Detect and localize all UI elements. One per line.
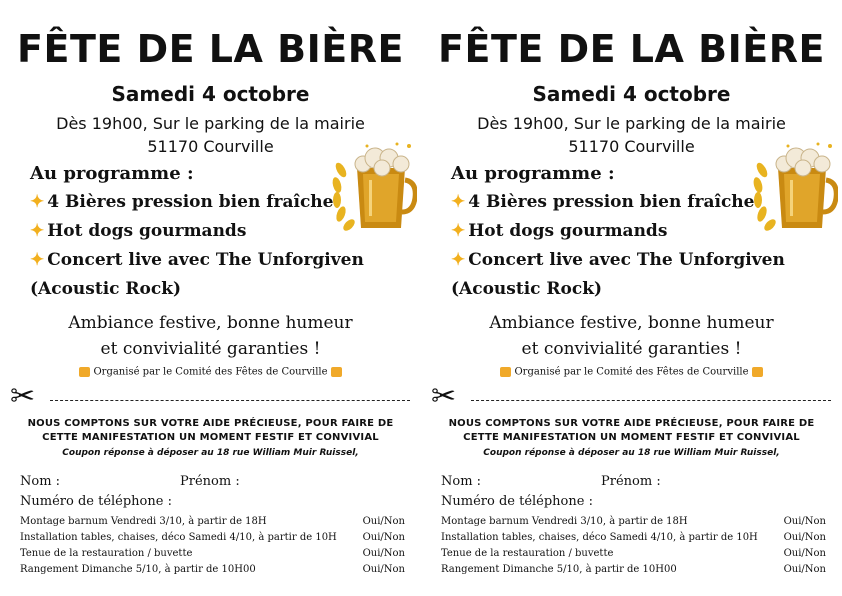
ambiance-line-2: et convivialité garanties !	[100, 339, 321, 359]
task-row	[441, 517, 826, 527]
organizer-line	[421, 367, 842, 378]
coupon-line: Coupon réponse à déposer au 18 rue William Muir Ruissel,	[62, 448, 359, 458]
task-row	[20, 565, 405, 575]
organizer-text: Organisé par le Comité des Fêtes de Courville	[93, 366, 328, 378]
event-title: FÊTE DE LA BIÈRE	[17, 27, 404, 71]
event-place: Dès 19h00, Sur le parking de la mairie	[56, 114, 365, 133]
ambiance-line-2: et convivialité garanties !	[521, 339, 742, 359]
program-item-extra: (Acoustic Rock)	[451, 279, 603, 299]
ambiance-line-1: Ambiance festive, bonne humeur	[68, 313, 353, 333]
program-item-extra: (Acoustic Rock)	[30, 279, 182, 299]
task-choice[interactable]: Oui/Non	[783, 564, 826, 575]
sparkle-icon: ✦	[30, 192, 45, 212]
program-item-label: 4 Bières pression bien fraîche	[47, 192, 334, 212]
task-choice[interactable]: Oui/Non	[783, 532, 826, 543]
task-choice[interactable]: Oui/Non	[783, 548, 826, 559]
organizer-text: Organisé par le Comité des Fêtes de Courville	[514, 366, 749, 378]
ask-line-2: CETTE MANIFESTATION UN MOMENT FESTIF ET CONVIVIAL	[463, 432, 800, 443]
sparkle-icon: ✦	[30, 250, 45, 270]
ask-line-2: CETTE MANIFESTATION UN MOMENT FESTIF ET CONVIVIAL	[42, 432, 379, 443]
sparkle-icon: ✦	[451, 221, 466, 241]
task-row	[441, 565, 826, 575]
event-place: Dès 19h00, Sur le parking de la mairie	[477, 114, 786, 133]
task-label: Tenue de la restauration / buvette	[20, 548, 193, 559]
task-choice[interactable]: Oui/Non	[362, 564, 405, 575]
coupon-line: Coupon réponse à déposer au 18 rue William Muir Ruissel,	[483, 448, 780, 458]
program-item-label: Hot dogs gourmands	[468, 221, 668, 241]
cut-line	[471, 400, 831, 401]
beer-icon	[752, 367, 763, 377]
nom-field[interactable]: Nom :	[441, 474, 482, 489]
task-label: Rangement Dimanche 5/10, à partir de 10H00	[20, 564, 256, 575]
program-item-label: 4 Bières pression bien fraîche	[468, 192, 755, 212]
task-choice[interactable]: Oui/Non	[362, 532, 405, 543]
organizer-line	[0, 367, 421, 378]
task-label: Installation tables, chaises, déco Samedi 4/10, à partir de 10H	[20, 532, 337, 543]
beer-mug-icon	[327, 140, 417, 235]
task-row	[20, 517, 405, 527]
program-item	[451, 223, 667, 240]
beer-icon	[79, 367, 90, 377]
sparkle-icon: ✦	[451, 250, 466, 270]
prenom-field[interactable]: Prénom :	[180, 474, 240, 489]
sparkle-icon: ✦	[451, 192, 466, 212]
beer-mug-icon	[748, 140, 838, 235]
phone-field[interactable]: Numéro de téléphone :	[441, 494, 593, 509]
flyer-right	[421, 0, 842, 596]
program-item-label: Concert live avec The Unforgiven	[468, 250, 785, 270]
program-item	[30, 223, 246, 240]
ask-line-1: NOUS COMPTONS SUR VOTRE AIDE PRÉCIEUSE, POUR FAIRE DE	[27, 418, 394, 429]
program-item	[30, 252, 364, 269]
task-label: Montage barnum Vendredi 3/10, à partir de 18H	[441, 516, 688, 527]
scissors-icon: ✂	[10, 379, 36, 414]
task-row	[441, 549, 826, 559]
program-item	[30, 194, 334, 211]
prenom-field[interactable]: Prénom :	[601, 474, 661, 489]
phone-field[interactable]: Numéro de téléphone :	[20, 494, 172, 509]
program-item	[451, 194, 755, 211]
event-town: 51170 Courville	[147, 137, 274, 156]
nom-field[interactable]: Nom :	[20, 474, 61, 489]
task-label: Rangement Dimanche 5/10, à partir de 10H00	[441, 564, 677, 575]
ambiance-line-1: Ambiance festive, bonne humeur	[489, 313, 774, 333]
program-item-label: Concert live avec The Unforgiven	[47, 250, 364, 270]
event-title: FÊTE DE LA BIÈRE	[438, 27, 825, 71]
task-label: Montage barnum Vendredi 3/10, à partir de 18H	[20, 516, 267, 527]
task-row	[20, 533, 405, 543]
program-item	[451, 252, 785, 269]
ask-line-1: NOUS COMPTONS SUR VOTRE AIDE PRÉCIEUSE, POUR FAIRE DE	[448, 418, 815, 429]
event-date: Samedi 4 octobre	[111, 82, 310, 106]
task-choice[interactable]: Oui/Non	[783, 516, 826, 527]
event-town: 51170 Courville	[568, 137, 695, 156]
task-row	[20, 549, 405, 559]
beer-icon	[500, 367, 511, 377]
event-date: Samedi 4 octobre	[532, 82, 731, 106]
task-choice[interactable]: Oui/Non	[362, 516, 405, 527]
cut-line	[50, 400, 410, 401]
task-label: Tenue de la restauration / buvette	[441, 548, 614, 559]
task-choice[interactable]: Oui/Non	[362, 548, 405, 559]
task-row	[441, 533, 826, 543]
sparkle-icon: ✦	[30, 221, 45, 241]
program-item-label: Hot dogs gourmands	[47, 221, 247, 241]
scissors-icon: ✂	[431, 379, 457, 414]
program-title: Au programme :	[30, 163, 194, 184]
program-title: Au programme :	[451, 163, 615, 184]
task-label: Installation tables, chaises, déco Samedi 4/10, à partir de 10H	[441, 532, 758, 543]
beer-icon	[331, 367, 342, 377]
